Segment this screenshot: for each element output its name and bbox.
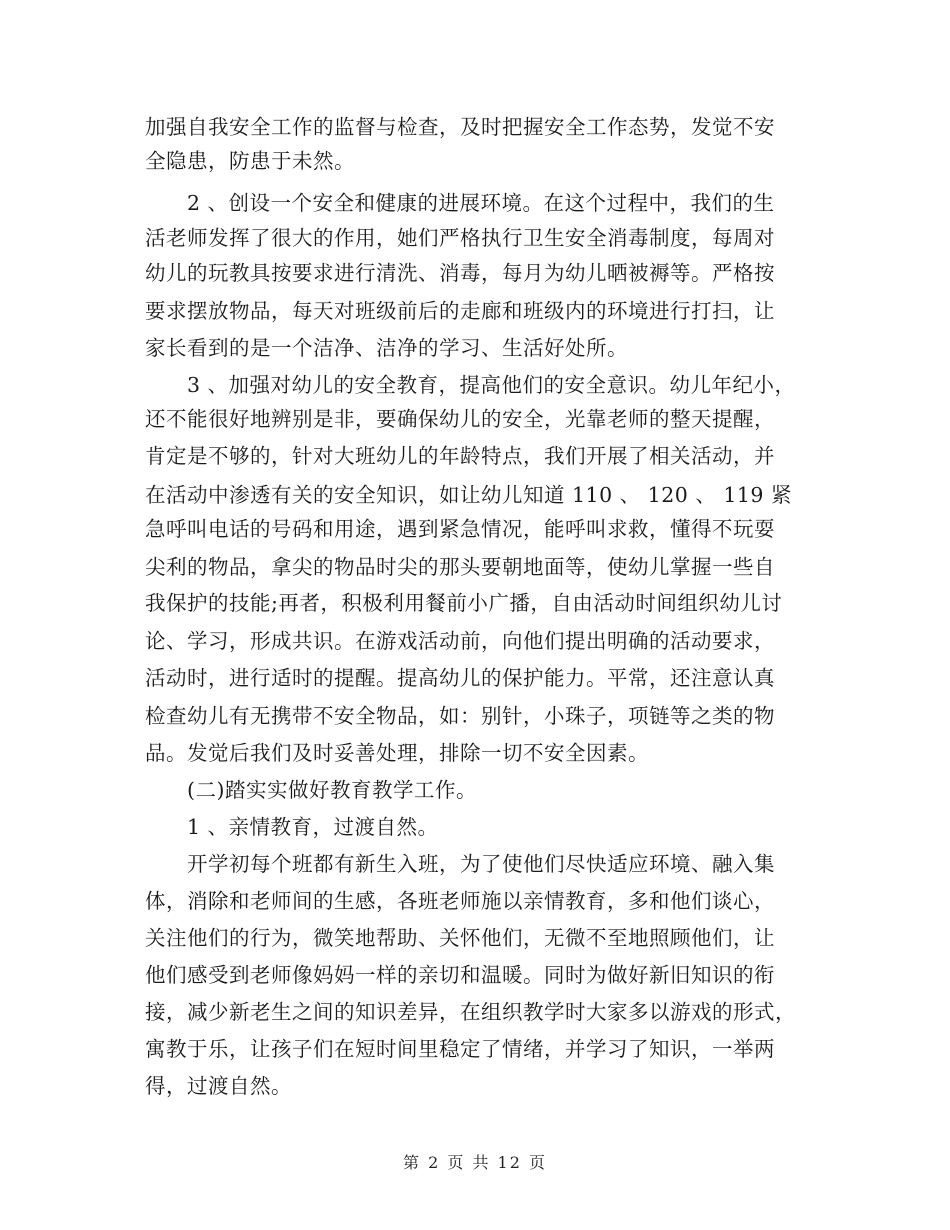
- text-line: 活动时，进行适时的提醒。提高幼儿的保护能力。平常，还注意认真: [145, 666, 775, 690]
- text-line: 论、学习，形成共识。在游戏活动前，向他们提出明确的活动要求，: [145, 629, 775, 653]
- text-line: 检查幼儿有无携带不安全物品，如：别针，小珠子，项链等之类的物: [145, 704, 775, 728]
- text-line: 全隐患，防患于未然。: [145, 149, 355, 173]
- text-line: 急呼叫电话的号码和用途，遇到紧急情况，能呼叫求救，懂得不玩耍: [145, 517, 775, 541]
- text-line: 尖利的物品，拿尖的物品时尖的那头要朝地面等，使幼儿掌握一些自: [145, 555, 775, 579]
- paragraph-start-line: 3 、加强对幼儿的安全教育，提高他们的安全意识。幼儿年纪小，: [187, 373, 796, 397]
- text-line: 品。发觉后我们及时妥善处理，排除一切不安全因素。: [145, 741, 649, 765]
- text-line: 要求摆放物品，每天对班级前后的走廊和班级内的环境进行打扫，让: [145, 299, 775, 323]
- subsection-heading: 1 、亲情教育，过渡自然。: [187, 815, 439, 839]
- paragraph-start-line: 开学初每个班都有新生入班，为了使他们尽快适应环境、融入集: [187, 852, 775, 876]
- text-line: 得，过渡自然。: [145, 1074, 292, 1098]
- text-line: 活老师发挥了很大的作用，她们严格执行卫生安全消毒制度，每周对: [145, 226, 775, 250]
- text-line: 幼儿的玩教具按要求进行清洗、消毒，每月为幼儿晒被褥等。严格按: [145, 261, 775, 285]
- page-number-footer: 第 2 页 共 12 页: [403, 1153, 547, 1172]
- text-line: 家长看到的是一个洁净、洁净的学习、生活好处所。: [145, 336, 628, 360]
- paragraph-start-line: 2 、创设一个安全和健康的进展环境。在这个过程中，我们的生: [187, 191, 775, 215]
- text-line: 还不能很好地辨别是非，要确保幼儿的安全，光靠老师的整天提醒，: [145, 407, 775, 431]
- text-line: 我保护的技能;再者，积极利用餐前小广播，自由活动时间组织幼儿讨: [145, 591, 783, 615]
- section-heading: (二)踏实实做好教育教学工作。: [187, 778, 477, 802]
- text-line: 加强自我安全工作的监督与检查，及时把握安全工作态势，发觉不安: [145, 115, 775, 139]
- text-line: 寓教于乐，让孩子们在短时间里稳定了情绪，并学习了知识，一举两: [145, 1037, 775, 1061]
- text-line: 体，消除和老师间的生感，各班老师施以亲情教育，多和他们谈心，: [145, 889, 775, 913]
- text-line: 在活动中渗透有关的安全知识，如让幼儿知道 110 、 120 、 119 紧: [145, 483, 792, 507]
- text-line: 肯定是不够的，针对大班幼儿的年龄特点，我们开展了相关活动，并: [145, 444, 775, 468]
- text-line: 关注他们的行为，微笑地帮助、关怀他们，无微不至地照顾他们，让: [145, 926, 775, 950]
- text-line: 他们感受到老师像妈妈一样的亲切和温暖。同时为做好新旧知识的衔: [145, 963, 775, 987]
- text-line: 接，减少新老生之间的知识差异，在组织教学时大家多以游戏的形式，: [145, 1000, 796, 1024]
